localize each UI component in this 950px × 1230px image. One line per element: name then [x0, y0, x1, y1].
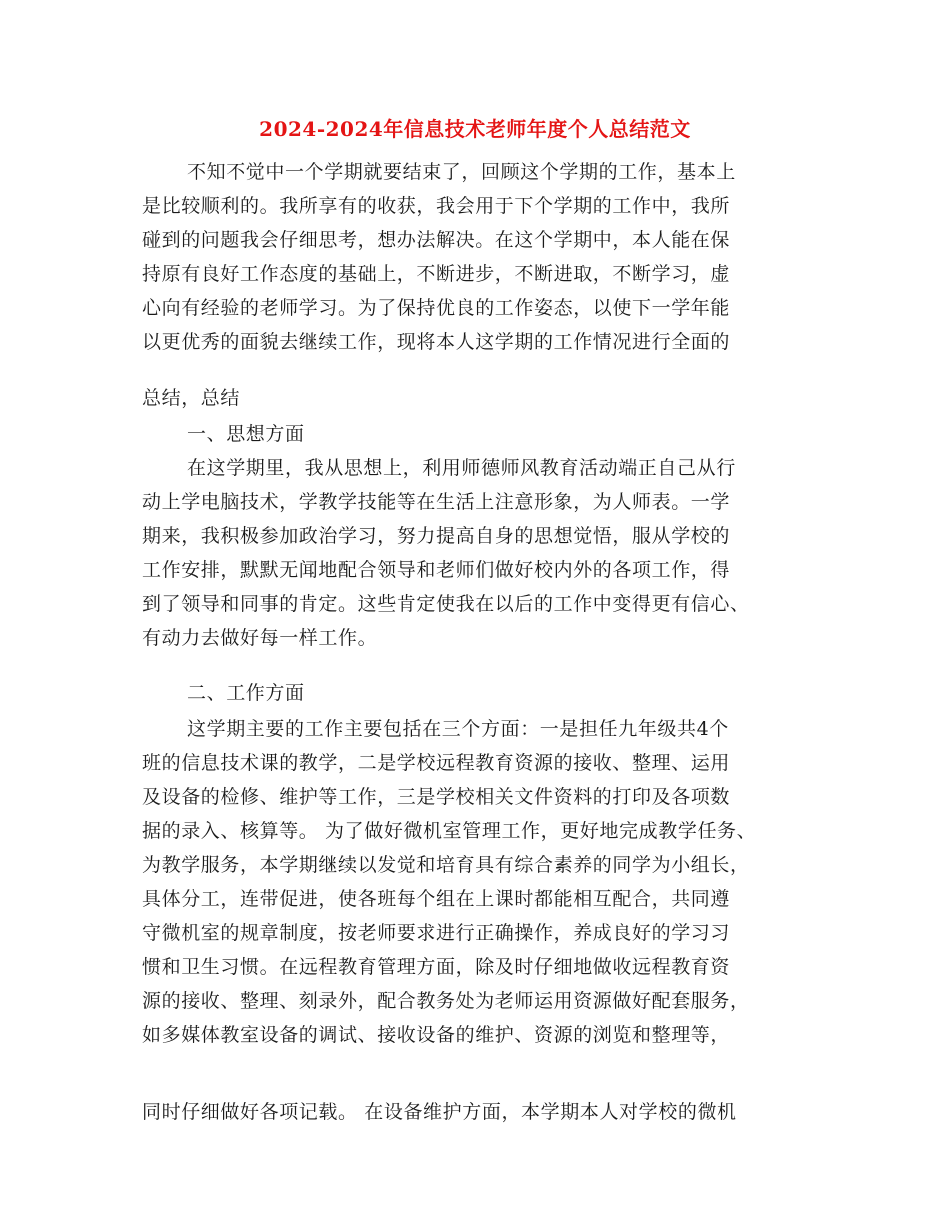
paragraph-line: 在这学期里，我从思想上，利用师德师风教育活动端正自己从行 — [187, 457, 736, 479]
paragraph-line: 以更优秀的面貌去继续工作，现将本人这学期的工作情况进行全面的 — [142, 331, 731, 353]
paragraph-line: 不知不觉中一个学期就要结束了，回顾这个学期的工作，基本上 — [187, 161, 736, 183]
paragraph-line: 为教学服务，本学期继续以发觉和培育具有综合素养的同学为小组长， — [142, 854, 750, 876]
paragraph-line: 据的录入、核算等。 为了做好微机室管理工作，更好地完成教学任务、 — [142, 820, 757, 842]
paragraph-line: 及设备的检修、维护等工作，三是学校相关文件资料的打印及各项数 — [142, 786, 731, 808]
paragraph-line: 这学期主要的工作主要包括在三个方面：一是担任九年级共4个 — [187, 718, 729, 740]
paragraph-line: 有动力去做好每一样工作。 — [142, 627, 378, 649]
paragraph-line: 总结，总结 — [142, 387, 241, 409]
paragraph-line: 同时仔细做好各项记载。 在设备维护方面，本学期本人对学校的微机 — [142, 1101, 737, 1123]
section-heading: 二、工作方面 — [187, 682, 305, 704]
paragraph-line: 碰到的问题我会仔细思考，想办法解决。在这个学期中，本人能在保 — [142, 229, 731, 251]
paragraph-line: 工作安排，默默无闻地配合领导和老师们做好校内外的各项工作，得 — [142, 559, 731, 581]
paragraph-line: 惯和卫生习惯。在远程教育管理方面，除及时仔细地做收远程教育资 — [142, 956, 731, 978]
paragraph-line: 具体分工，连带促进，使各班每个组在上课时都能相互配合，共同遵 — [142, 888, 731, 910]
paragraph-line: 守微机室的规章制度，按老师要求进行正确操作，养成良好的学习习 — [142, 922, 731, 944]
paragraph-line: 动上学电脑技术，学教学技能等在生活上注意形象，为人师表。一学 — [142, 491, 731, 513]
paragraph-line: 源的接收、整理、刻录外，配合教务处为老师运用资源做好配套服务， — [142, 990, 750, 1012]
paragraph-line: 到了领导和同事的肯定。这些肯定使我在以后的工作中变得更有信心、 — [142, 593, 750, 615]
paragraph-line: 班的信息技术课的教学，二是学校远程教育资源的接收、整理、运用 — [142, 752, 731, 774]
paragraph-line: 心向有经验的老师学习。为了保持优良的工作姿态，以使下一学年能 — [142, 297, 731, 319]
paragraph-line: 持原有良好工作态度的基础上，不断进步，不断进取，不断学习，虚 — [142, 263, 731, 285]
paragraph-line: 是比较顺利的。我所享有的收获，我会用于下个学期的工作中，我所 — [142, 195, 731, 217]
document-title: 2024-2024年信息技术老师年度个人总结范文 — [259, 117, 691, 141]
section-heading: 一、思想方面 — [187, 423, 305, 445]
paragraph-line: 如多媒体教室设备的调试、接收设备的维护、资源的浏览和整理等， — [142, 1024, 731, 1046]
paragraph-line: 期来，我积极参加政治学习，努力提高自身的思想觉悟，服从学校的 — [142, 525, 731, 547]
